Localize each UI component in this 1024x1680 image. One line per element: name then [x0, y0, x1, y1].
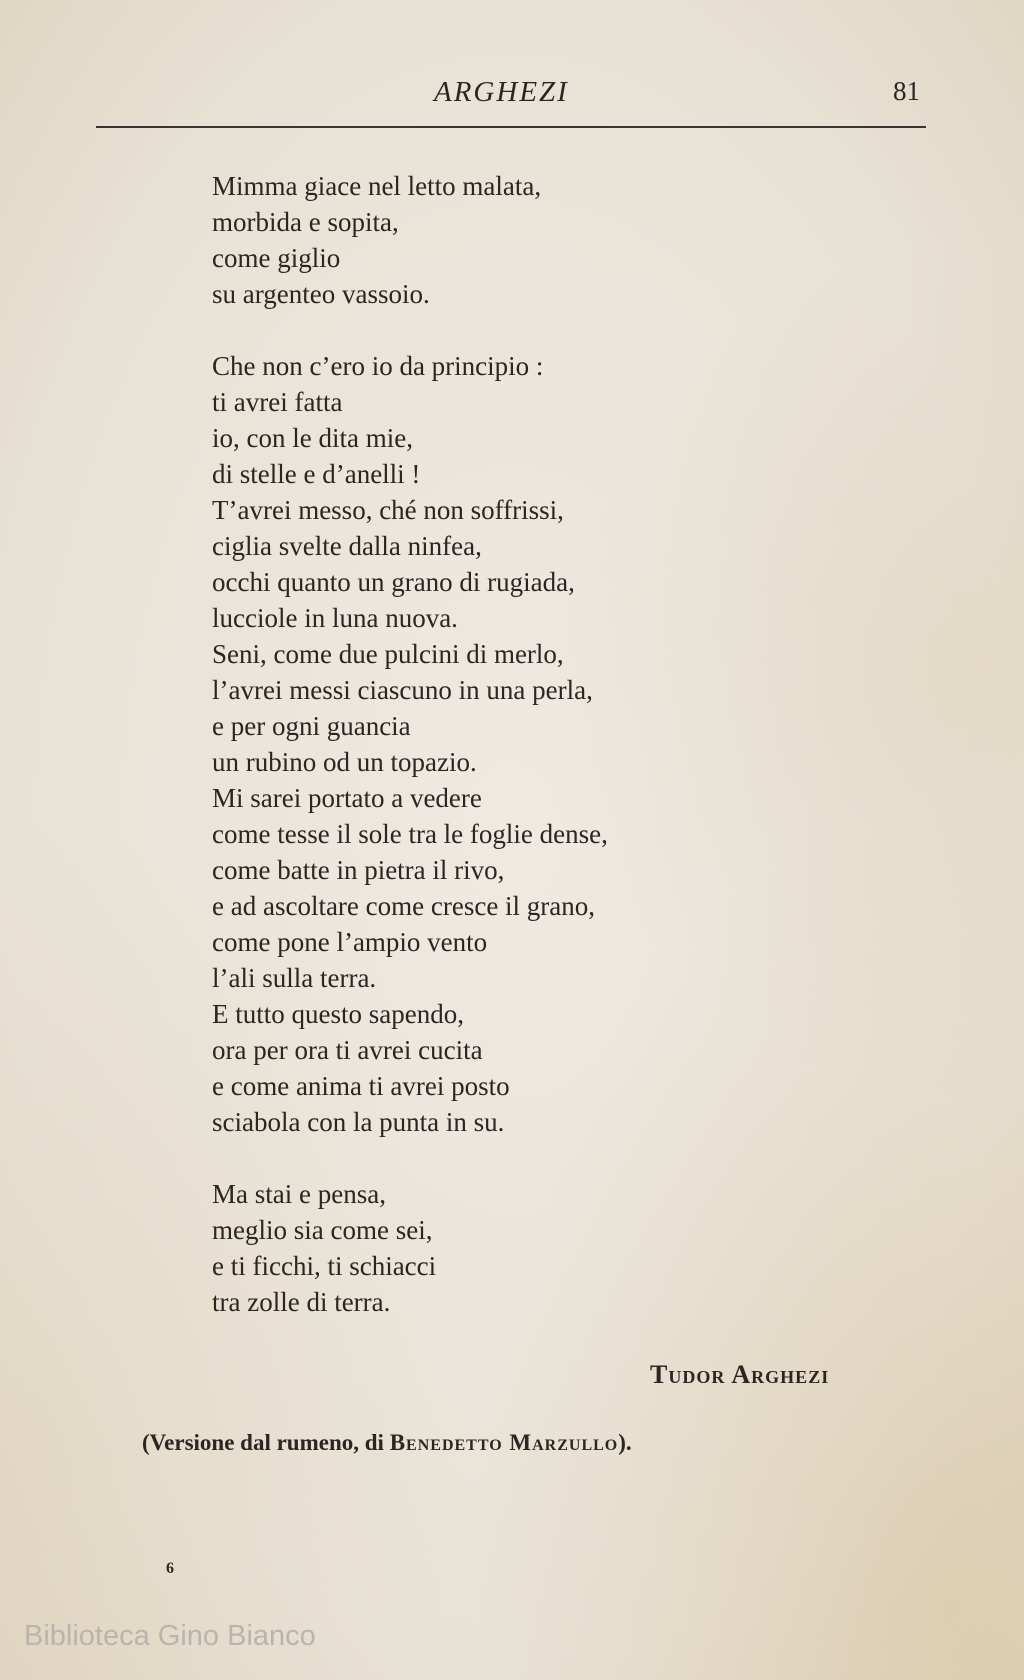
poem-line: come pone l’ampio vento — [212, 927, 488, 957]
poem-line: e ti ficchi, ti schiacci — [212, 1251, 437, 1281]
poem-line: un rubino od un topazio. — [212, 747, 477, 777]
poem — [212, 168, 912, 1356]
page-number: 81 — [893, 76, 920, 106]
poem-line: occhi quanto un grano di rugiada, — [212, 567, 575, 597]
poem-line: T’avrei messo, ché non soffrissi, — [212, 495, 564, 525]
header-rule — [96, 126, 926, 128]
running-head — [0, 76, 1024, 116]
translation-note-suffix: ). — [618, 1430, 632, 1455]
poem-line: io, con le dita mie, — [212, 423, 413, 453]
author-signature: Tudor Arghezi — [650, 1360, 830, 1389]
poem-line: tra zolle di terra. — [212, 1287, 391, 1317]
stanza-1 — [212, 168, 912, 312]
translation-note — [142, 1430, 632, 1456]
poem-line: l’ali sulla terra. — [212, 963, 377, 993]
poem-line: ora per ora ti avrei cucita — [212, 1035, 483, 1065]
poem-line: di stelle e d’anelli ! — [212, 459, 421, 489]
poem-line: Seni, come due pulcini di merlo, — [212, 639, 564, 669]
poem-line: e ad ascoltare come cresce il grano, — [212, 891, 596, 921]
stanza-3 — [212, 1176, 912, 1320]
poem-line: Ma stai e pensa, — [212, 1179, 386, 1209]
poem-line: e come anima ti avrei posto — [212, 1071, 510, 1101]
poem-line: ciglia svelte dalla ninfea, — [212, 531, 482, 561]
poem-line: Mi sarei portato a vedere — [212, 783, 482, 813]
poem-line: E tutto questo sapendo, — [212, 999, 464, 1029]
library-watermark: Biblioteca Gino Bianco — [24, 1620, 316, 1652]
poem-line: meglio sia come sei, — [212, 1215, 433, 1245]
poem-line: morbida e sopita, — [212, 207, 399, 237]
poem-line: come batte in pietra il rivo, — [212, 855, 505, 885]
translator-name: Benedetto Marzullo — [389, 1430, 619, 1455]
poem-line: Che non c’ero io da principio : — [212, 351, 544, 381]
translation-note-prefix: (Versione dal rumeno, di — [142, 1430, 390, 1455]
poem-line: come tesse il sole tra le foglie dense, — [212, 819, 608, 849]
poem-line: sciabola con la punta in su. — [212, 1107, 505, 1137]
poem-line: come giglio — [212, 243, 341, 273]
poem-line: ti avrei fatta — [212, 387, 343, 417]
poem-line: l’avrei messi ciascuno in una perla, — [212, 675, 593, 705]
running-head-title: ARGHEZI — [434, 76, 569, 108]
poem-line: lucciole in luna nuova. — [212, 603, 458, 633]
stanza-2 — [212, 348, 912, 1140]
printer-signature-mark: 6 — [166, 1560, 174, 1577]
poem-line: e per ogni guancia — [212, 711, 411, 741]
poem-line: Mimma giace nel letto malata, — [212, 171, 542, 201]
poem-line: su argenteo vassoio. — [212, 279, 430, 309]
